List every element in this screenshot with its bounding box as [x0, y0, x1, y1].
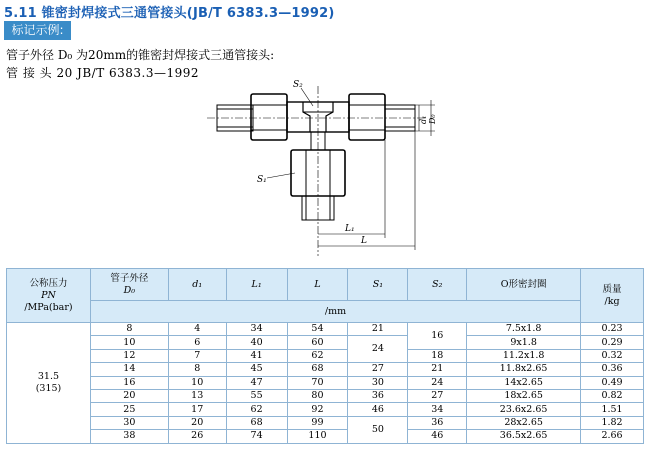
cell-d1: 17: [168, 403, 226, 416]
header-oring: O形密封圈: [467, 269, 581, 301]
cell-mass: 0.49: [581, 376, 644, 389]
table-row: [7, 323, 644, 336]
cell-s2: 18: [408, 349, 467, 362]
cell-d0: 30: [90, 416, 168, 429]
header-pressure: 公称压力 PN /MPa(bar): [7, 269, 91, 323]
cell-s2: 27: [408, 389, 467, 402]
cell-s1: 36: [348, 389, 408, 402]
cell-l1: 34: [226, 323, 287, 336]
table-row: [7, 336, 644, 349]
cell-l: 68: [287, 363, 348, 376]
example-description: 管子外径 D₀ 为20mm的锥密封焊接式三通管接头:: [6, 48, 275, 62]
right-nut: [349, 94, 385, 140]
cell-d1: 26: [168, 430, 226, 443]
cell-oring: 11.8x2.65: [467, 363, 581, 376]
cell-l: 99: [287, 416, 348, 429]
cell-mass: 0.32: [581, 349, 644, 362]
cell-d1: 20: [168, 416, 226, 429]
header-d1: d₁: [168, 269, 226, 301]
table-row: [7, 376, 644, 389]
cell-s1: 27: [348, 363, 408, 376]
cell-s1: 46: [348, 403, 408, 416]
cell-l: 110: [287, 430, 348, 443]
cell-d1: 4: [168, 323, 226, 336]
cell-s2: 46: [408, 430, 467, 443]
cell-oring: 36.5x2.65: [467, 430, 581, 443]
cell-d0: 25: [90, 403, 168, 416]
cell-l: 54: [287, 323, 348, 336]
cell-mass: 1.51: [581, 403, 644, 416]
fitting-drawing: [205, 78, 435, 260]
table-row: [7, 430, 644, 443]
cell-l1: 40: [226, 336, 287, 349]
cell-d0: 38: [90, 430, 168, 443]
cell-s2: 16: [408, 323, 467, 350]
cell-mass: 0.36: [581, 363, 644, 376]
cell-mass: 0.29: [581, 336, 644, 349]
header-l: L: [287, 269, 348, 301]
cell-l1: 41: [226, 349, 287, 362]
cell-mass: 0.82: [581, 389, 644, 402]
cell-l1: 45: [226, 363, 287, 376]
cell-l1: 74: [226, 430, 287, 443]
example-tag: 标记示例:: [4, 21, 71, 40]
cell-oring: 18x2.65: [467, 389, 581, 402]
cell-l1: 47: [226, 376, 287, 389]
pressure-cell: 31.5 (315): [7, 323, 91, 444]
cell-d1: 13: [168, 389, 226, 402]
table-row: [7, 349, 644, 362]
cell-oring: 14x2.65: [467, 376, 581, 389]
cell-l1: 55: [226, 389, 287, 402]
label-s1: S₁: [257, 175, 267, 185]
cell-s1: 21: [348, 323, 408, 336]
cell-d1: 6: [168, 336, 226, 349]
cell-d0: 20: [90, 389, 168, 402]
cell-oring: 9x1.8: [467, 336, 581, 349]
label-l: L: [361, 236, 367, 246]
table-row: [7, 403, 644, 416]
cell-l: 92: [287, 403, 348, 416]
section-title: 5.11 锥密封焊接式三通管接头(JB/T 6383.3—1992): [4, 6, 335, 21]
cell-l: 80: [287, 389, 348, 402]
cell-l1: 62: [226, 403, 287, 416]
cell-s2: 24: [408, 376, 467, 389]
header-s2: S₂: [408, 269, 467, 301]
header-s1: S₁: [348, 269, 408, 301]
left-nut: [251, 94, 287, 140]
cell-oring: 28x2.65: [467, 416, 581, 429]
table-row: [7, 363, 644, 376]
cell-l: 70: [287, 376, 348, 389]
cell-mass: 0.23: [581, 323, 644, 336]
spec-table: [6, 268, 644, 444]
cell-s2: 34: [408, 403, 467, 416]
cell-l: 62: [287, 349, 348, 362]
header-unit: /mm: [90, 301, 580, 323]
label-d1: d₁: [419, 115, 428, 124]
cell-d0: 14: [90, 363, 168, 376]
cell-oring: 7.5x1.8: [467, 323, 581, 336]
table-row: [7, 389, 644, 402]
cell-d0: 8: [90, 323, 168, 336]
cell-mass: 1.82: [581, 416, 644, 429]
example-designation: 管 接 头 20 JB/T 6383.3—1992: [6, 66, 200, 80]
label-s2: S₂: [293, 80, 303, 90]
cell-d0: 10: [90, 336, 168, 349]
cell-d0: 12: [90, 349, 168, 362]
cell-mass: 2.66: [581, 430, 644, 443]
header-od: 管子外径 D₀: [90, 269, 168, 301]
cell-l: 60: [287, 336, 348, 349]
header-mass: 质量 /kg: [581, 269, 644, 323]
cell-s2: 36: [408, 416, 467, 429]
cell-s1: 50: [348, 416, 408, 443]
label-l1: L₁: [345, 224, 355, 234]
cell-s1: 30: [348, 376, 408, 389]
cell-s1: 24: [348, 336, 408, 363]
cell-oring: 11.2x1.8: [467, 349, 581, 362]
cell-d0: 16: [90, 376, 168, 389]
cell-oring: 23.6x2.65: [467, 403, 581, 416]
table-row: [7, 416, 644, 429]
cell-d1: 10: [168, 376, 226, 389]
header-l1: L₁: [226, 269, 287, 301]
cell-l1: 68: [226, 416, 287, 429]
cell-s2: 21: [408, 363, 467, 376]
cell-d1: 8: [168, 363, 226, 376]
cell-d1: 7: [168, 349, 226, 362]
label-d0: D₀: [428, 114, 437, 124]
